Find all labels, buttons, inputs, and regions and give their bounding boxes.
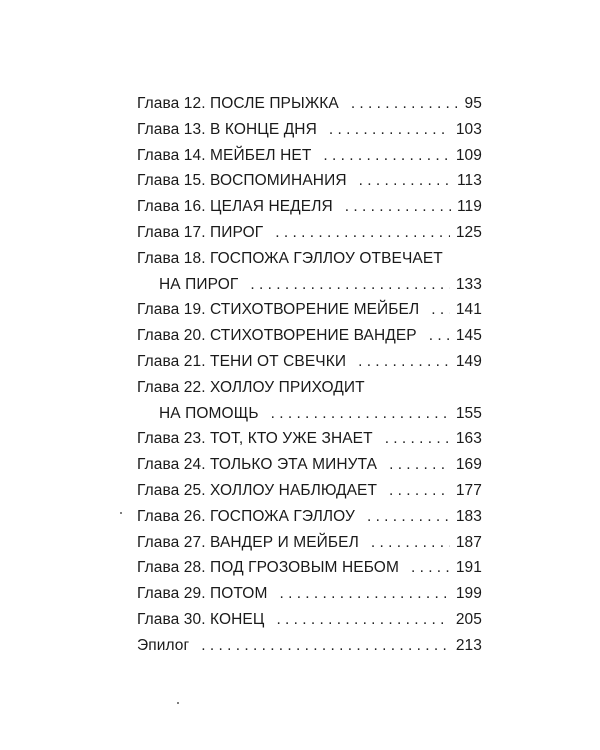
toc-entry [137,426,482,452]
toc-entry-page: 177 [455,481,482,499]
dot-leader [250,272,449,298]
toc-entry-page: 199 [455,585,482,603]
dot-leader [201,633,450,659]
toc-entry [137,607,482,633]
toc-entry [137,143,482,169]
dot-leader [276,607,449,633]
toc-entry [137,478,482,504]
dot-leader [271,401,450,427]
toc-entry-title: НА ПИРОГ [159,275,239,293]
toc-entry-page: 149 [455,352,482,370]
toc-entry [137,555,482,581]
toc-entry-page: 187 [455,533,482,551]
dot-leader [431,297,450,323]
toc-entry-page: 95 [464,95,482,112]
toc-entry [137,581,482,607]
toc-entry-continuation [137,272,482,298]
toc-entry-continuation [137,401,482,427]
toc-entry [137,168,482,194]
toc-entry-title: Глава 20. СТИХОТВОРЕНИЕ ВАНДЕР [137,327,417,345]
toc-entry-page: 133 [455,275,482,293]
toc-entry-title: Глава 28. ПОД ГРОЗОВЫМ НЕБОМ [137,559,399,577]
toc-entry-title: Глава 15. ВОСПОМИНАНИЯ [137,172,347,190]
dot-leader [358,349,450,375]
toc-entry-page: 125 [455,223,482,241]
toc-entry-page: 103 [455,120,482,138]
toc-entry-title: Глава 22. ХОЛЛОУ ПРИХОДИТ [137,378,365,396]
toc-entry-title: Глава 17. ПИРОГ [137,223,264,241]
toc-entry-page: 119 [456,198,482,216]
dot-leader [371,530,450,556]
toc-entry [137,117,482,143]
toc-entry-title: Глава 14. МЕЙБЕЛ НЕТ [137,146,312,164]
toc-entry-first-line [137,246,482,272]
dot-leader [411,555,450,581]
toc-entry [137,297,482,323]
toc-entry-page: 145 [455,327,482,345]
dot-leader [359,168,451,194]
toc-entry-page: 169 [455,456,482,474]
toc-entry-title: Глава 13. В КОНЦЕ ДНЯ [137,120,317,138]
dot-leader [429,323,450,349]
toc-entry-page: 191 [455,559,482,577]
toc-entry-page: 113 [456,172,482,190]
toc-entry-title: Глава 16. ЦЕЛАЯ НЕДЕЛЯ [137,198,333,216]
dot-leader [345,194,451,220]
toc-entry-title: Глава 29. ПОТОМ [137,585,268,603]
toc-entry [137,91,482,117]
toc-entry-title: Глава 23. ТОТ, КТО УЖЕ ЗНАЕТ [137,430,373,448]
toc-entry-title: НА ПОМОЩЬ [159,404,259,422]
toc-entry [137,452,482,478]
dot-leader [323,143,449,169]
toc-entry [137,504,482,530]
toc-entry-title: Глава 12. ПОСЛЕ ПРЫЖКА [137,95,339,112]
toc-entry-title: Глава 19. СТИХОТВОРЕНИЕ МЕЙБЕЛ [137,301,420,319]
dot-leader [351,91,459,117]
toc-entry [137,530,482,556]
toc-entry-page: 213 [455,636,482,654]
toc-entry-title: Глава 21. ТЕНИ ОТ СВЕЧКИ [137,352,347,370]
dot-leader [367,504,450,530]
dot-leader [389,452,450,478]
dot-leader [279,581,449,607]
toc-entry [137,194,482,220]
toc-entry-page: 183 [455,507,482,525]
toc-entry [137,349,482,375]
toc-entry [137,323,482,349]
toc-entry [137,633,482,659]
toc-entry-page: 109 [455,146,482,164]
toc-entry-title: Эпилог [137,636,190,654]
dot-leader [385,426,450,452]
toc-entry-page: 141 [455,301,482,319]
toc-entry-page: 205 [455,610,482,628]
toc-entry-title: Глава 18. ГОСПОЖА ГЭЛЛОУ ОТВЕЧАЕТ [137,249,443,267]
toc-entry-first-line [137,375,482,401]
dot-leader [389,478,450,504]
toc-entry-title: Глава 27. ВАНДЕР И МЕЙБЕЛ [137,533,359,551]
toc-entry-title: Глава 25. ХОЛЛОУ НАБЛЮДАЕТ [137,481,378,499]
toc-entry-title: Глава 26. ГОСПОЖА ГЭЛЛОУ [137,507,355,525]
toc-entry-page: 163 [455,430,482,448]
toc-entry-page: 155 [455,404,482,422]
print-speck [120,512,122,514]
toc-entry-title: Глава 30. КОНЕЦ [137,610,265,628]
print-speck [177,702,179,704]
table-of-contents [137,91,482,659]
dot-leader [275,220,450,246]
toc-entry-title: Глава 24. ТОЛЬКО ЭТА МИНУТА [137,456,378,474]
dot-leader [329,117,450,143]
toc-entry [137,220,482,246]
